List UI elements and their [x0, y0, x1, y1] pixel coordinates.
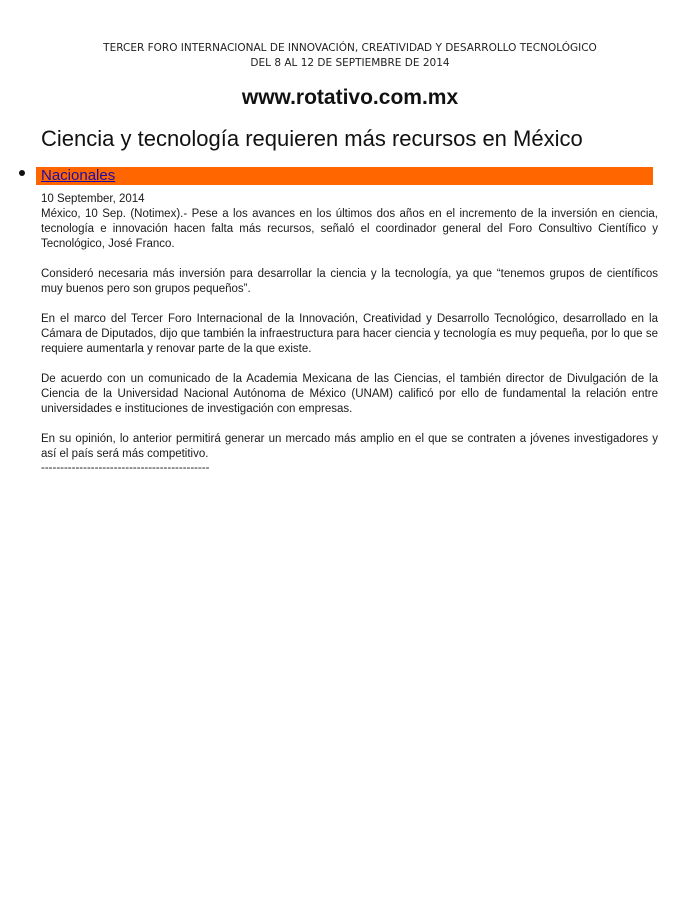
category-bar [36, 167, 653, 185]
article-paragraph: México, 10 Sep. (Notimex).- Pese a los avances en los últimos dos años en el incremento de la inversión en ciencia, tecnología e innovación hacen falta más recursos, señaló el coordinador general del Foro Consultivo Científico y Tecnológico, José Franco. [41, 208, 658, 250]
category-link-nacionales[interactable]: Nacionales [41, 167, 116, 184]
article-title: Ciencia y tecnología requieren más recursos en México [41, 126, 583, 151]
article-body [41, 192, 658, 475]
article-paragraph: De acuerdo con un comunicado de la Academia Mexicana de las Ciencias, el también director de Divulgación de la Ciencia de la Universidad Nacional Autónoma de México (UNAM) calificó por ello de fundamental la relación entre universidades e instituciones de investigación con empresas. [41, 373, 658, 415]
bullet-icon [19, 170, 25, 176]
forum-dates-header: DEL 8 AL 12 DE SEPTIEMBRE DE 2014 [250, 57, 450, 69]
article-date: 10 September, 2014 [41, 193, 145, 205]
article-paragraph: En el marco del Tercer Foro Internacional de la Innovación, Creatividad y Desarrollo Tecnológico, desarrollado en la Cámara de Diputados, dijo que también la infraestructura para hacer ciencia y tecnología es muy pequeña, por lo que se requiere aumentarla y renovar parte de la que existe. [41, 313, 658, 355]
article-paragraph: Consideró necesaria más inversión para desarrollar la ciencia y la tecnología, ya que “tenemos grupos de científicos muy buenos pero son grupos pequeños”. [41, 268, 658, 295]
article-paragraph: En su opinión, lo anterior permitirá generar un mercado más amplio en el que se contraten a jóvenes investigadores y así el país será más competitivo. [41, 433, 658, 460]
forum-title-header: TERCER FORO INTERNACIONAL DE INNOVACIÓN, CREATIVIDAD Y DESARROLLO TECNOLÓGICO [103, 42, 597, 54]
site-url: www.rotativo.com.mx [241, 86, 459, 109]
divider-line: -------------------------------------------- [41, 462, 210, 474]
